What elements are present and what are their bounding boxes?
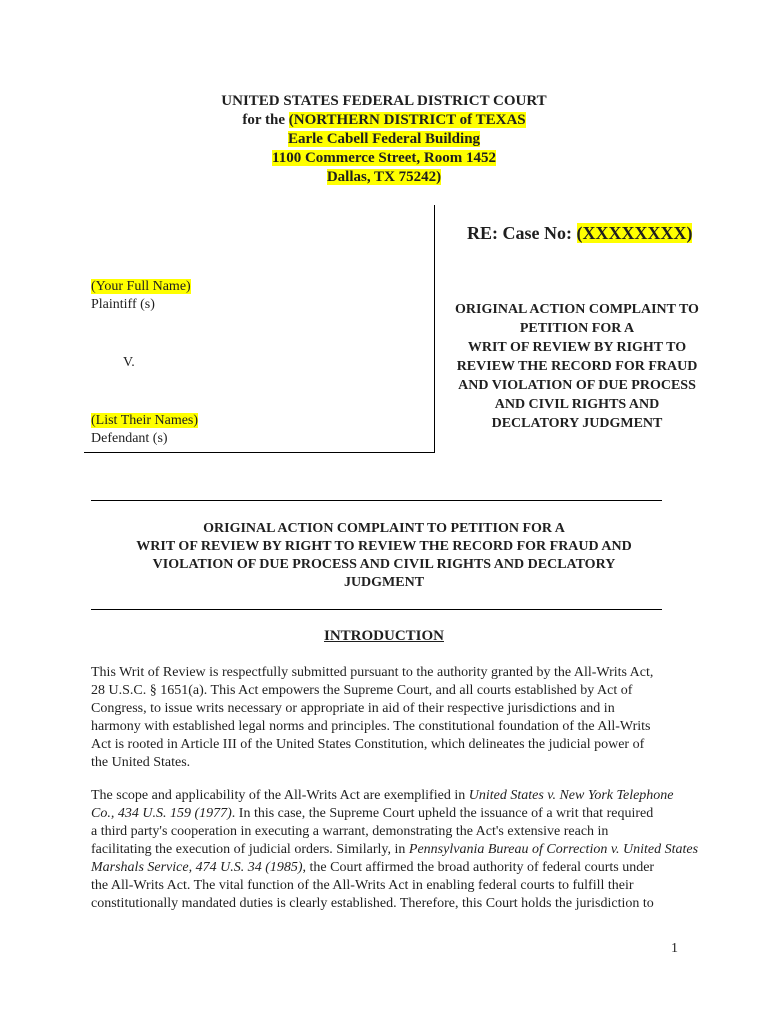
document-title — [0, 520, 768, 592]
plaintiff-name: (Your Full Name) — [91, 279, 191, 294]
paragraph-line: Act is rooted in Article III of the United States Constitution, which delineates the judicial power of — [91, 737, 645, 752]
plaintiff-label: Plaintiff (s) — [91, 297, 155, 312]
court-city: Dallas, TX 75242) — [326, 169, 442, 185]
case-citation: Co., 434 U.S. 159 (1977) — [91, 806, 232, 821]
document-title-line: VIOLATION OF DUE PROCESS AND CIVIL RIGHTS AND DECLATORY — [152, 557, 616, 572]
text-run: . In this case, the Supreme Court upheld the issuance of a writ that required — [231, 806, 654, 821]
caption-title-line: ORIGINAL ACTION COMPLAINT TO — [455, 302, 699, 317]
case-number — [467, 222, 692, 244]
paragraph-line: a third party's cooperation in executing a warrant, demonstrating the Act's extensive reach in — [91, 824, 609, 839]
court-building: Earle Cabell Federal Building — [287, 131, 481, 147]
caption-horizontal-rule — [84, 452, 435, 453]
paragraph-line — [91, 859, 681, 877]
district-name: (NORTHERN DISTRICT of TEXAS — [288, 112, 526, 128]
paragraph-line: the All-Writs Act. The vital function of the All-Writs Act in enabling federal courts to fulfill their — [91, 878, 634, 893]
caption-title — [436, 300, 718, 433]
title-top-rule — [91, 500, 662, 501]
paragraph-line: 28 U.S.C. § 1651(a). This Act empowers the Supreme Court, and all courts established by Act of — [91, 683, 633, 698]
defendant-name: (List Their Names) — [91, 413, 199, 428]
introduction-heading: INTRODUCTION — [323, 628, 444, 644]
court-street: 1100 Commerce Street, Room 1452 — [272, 150, 496, 166]
text-run: facilitating the execution of judicial orders. Similarly, in — [91, 842, 409, 857]
page-number: 1 — [671, 941, 678, 956]
document-title-line: ORIGINAL ACTION COMPLAINT TO PETITION FOR A — [203, 521, 565, 536]
paragraph-line — [91, 841, 699, 859]
court-name: UNITED STATES FEDERAL DISTRICT COURT — [221, 93, 547, 109]
paragraph-line: constitutionally mandated duties is clearly established. Therefore, this Court holds the jurisdiction to — [91, 896, 654, 911]
district-line — [0, 111, 768, 130]
paragraph-line — [91, 805, 681, 823]
paragraph-line: This Writ of Review is respectfully submitted pursuant to the authority granted by the All-Writs Act, — [91, 665, 654, 680]
case-citation: United States v. New York Telephone — [468, 788, 674, 803]
document-title-line: WRIT OF REVIEW BY RIGHT TO REVIEW THE RECORD FOR FRAUD AND — [136, 539, 632, 554]
paragraph-line — [91, 787, 681, 805]
case-number-value: (XXXXXXXX) — [576, 223, 693, 243]
caption-title-line: DECLATORY JUDGMENT — [491, 416, 663, 431]
caption-title-line: AND CIVIL RIGHTS AND — [494, 397, 660, 412]
case-number-label: RE: Case No: — [467, 223, 577, 243]
text-run: The scope and applicability of the All-Writs Act are exemplified in — [91, 788, 469, 803]
caption-title-line: REVIEW THE RECORD FOR FRAUD — [456, 359, 698, 374]
title-bottom-rule — [91, 609, 662, 610]
paragraph-line: Congress, to issue writs necessary or appropriate in aid of their respective jurisdictions and in — [91, 701, 615, 716]
court-header — [0, 92, 768, 187]
paragraph-line: the United States. — [91, 755, 191, 770]
versus-label: V. — [123, 355, 135, 370]
defendant-label: Defendant (s) — [91, 431, 168, 446]
paragraph-2 — [91, 787, 699, 913]
caption-vertical-rule — [434, 205, 435, 453]
case-citation: Pennsylvania Bureau of Correction v. United States — [408, 842, 699, 857]
caption-title-line: PETITION FOR A — [519, 321, 635, 336]
caption-title-line: WRIT OF REVIEW BY RIGHT TO — [467, 340, 687, 355]
district-prefix: for the — [242, 112, 289, 128]
case-citation: Marshals Service, 474 U.S. 34 (1985) — [91, 860, 303, 875]
caption-title-line: AND VIOLATION OF DUE PROCESS — [458, 378, 696, 393]
document-title-line: JUDGMENT — [343, 575, 425, 590]
paragraph-1 — [91, 664, 681, 772]
text-run: , the Court affirmed the broad authority of federal courts under — [302, 860, 655, 875]
paragraph-line: harmony with established legal norms and principles. The constitutional foundation of the All-Writs — [91, 719, 651, 734]
caption-parties — [91, 278, 198, 448]
